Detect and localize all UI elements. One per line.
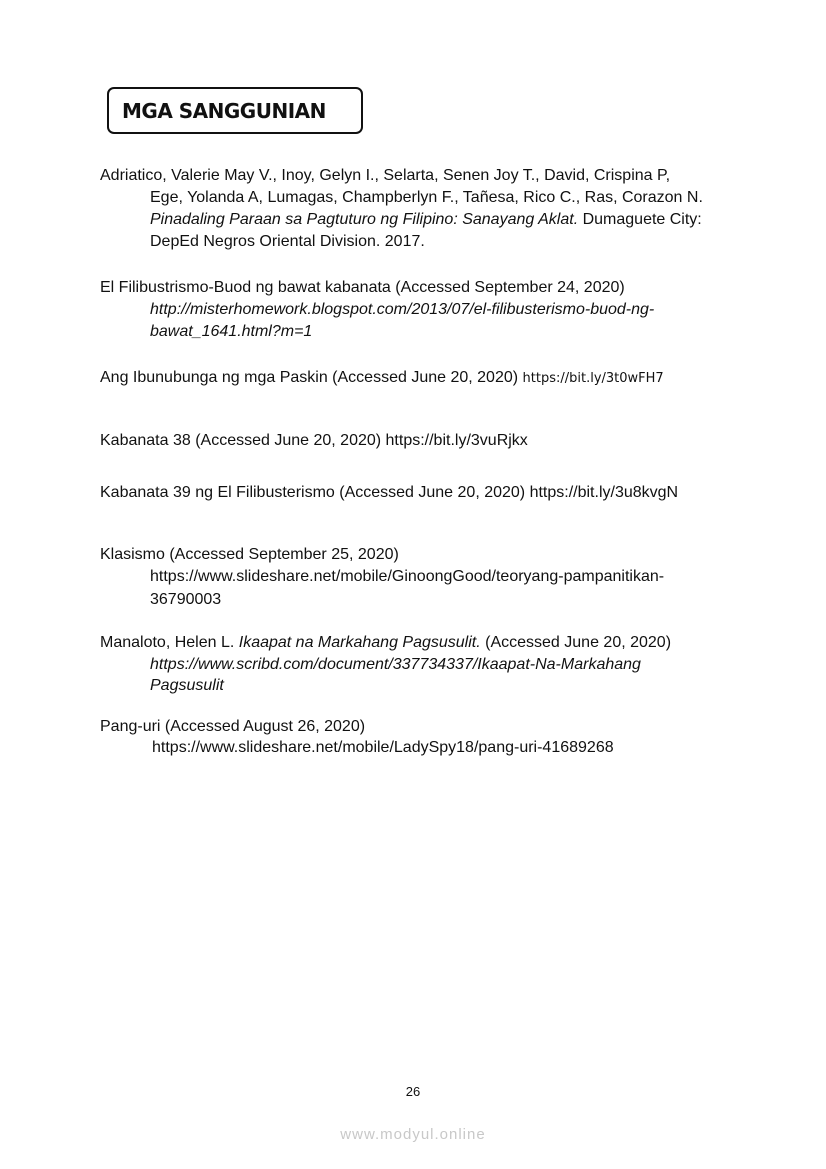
reference-1-title: Pinadaling Paraan sa Pagtuturo ng Filipino: Sanayang Aklat. [150, 211, 579, 228]
reference-2-link-cont[interactable]: bawat_1641.html?m=1 [150, 323, 313, 340]
reference-3 [100, 368, 664, 389]
reference-6-link-cont[interactable]: 36790003 [150, 591, 222, 608]
reference-7-link[interactable]: https://www.scribd.com/document/337734337/Ikaapat-Na-Markahang [150, 656, 641, 673]
reference-1-line-4: DepEd Negros Oriental Division. 2017. [150, 233, 425, 250]
reference-1-line-2: Ege, Yolanda A, Lumagas, Champberlyn F., Tañesa, Rico C., Ras, Corazon N. [150, 189, 703, 206]
reference-3-link[interactable]: https://bit.ly/3t0wFH7 [522, 371, 664, 386]
reference-2-link[interactable]: http://misterhomework.blogspot.com/2013/07/el-filibusterismo-buod-ng- [150, 301, 655, 318]
reference-7-accessed: (Accessed June 20, 2020) [480, 634, 672, 651]
reference-1-publisher: Dumaguete City: [578, 211, 702, 228]
watermark: www.modyul.online [340, 1126, 486, 1143]
reference-7-link-cont[interactable]: Pagsusulit [150, 677, 224, 694]
reference-8-link[interactable]: https://www.slideshare.net/mobile/LadySpy18/pang-uri-41689268 [152, 739, 614, 756]
page-number: 26 [405, 1084, 421, 1099]
reference-2-line-1: El Filibustrismo-Buod ng bawat kabanata (Accessed September 24, 2020) [100, 279, 625, 296]
reference-8-line-1: Pang-uri (Accessed August 26, 2020) [100, 718, 366, 735]
reference-7-author: Manaloto, Helen L. [100, 634, 239, 651]
reference-7-title: Ikaapat na Markahang Pagsusulit. [238, 634, 481, 651]
reference-4: Kabanata 38 (Accessed June 20, 2020) https://bit.ly/3vuRjkx [100, 432, 528, 449]
reference-3-text: Ang Ibunubunga ng mga Paskin (Accessed June 20, 2020) [100, 369, 523, 386]
reference-6-line-1: Klasismo (Accessed September 25, 2020) [100, 546, 399, 563]
reference-1-line-3 [150, 210, 702, 230]
reference-1-line-1: Adriatico, Valerie May V., Inoy, Gelyn I., Selarta, Senen Joy T., David, Crispina P, [100, 167, 671, 184]
page-heading: MGA SANGGUNIAN [122, 99, 326, 123]
heading-box [107, 87, 363, 134]
reference-6-link[interactable]: https://www.slideshare.net/mobile/GinoongGood/teoryang-pampanitikan- [150, 568, 665, 585]
reference-7-line-1 [100, 633, 671, 653]
reference-5: Kabanata 39 ng El Filibusterismo (Accessed June 20, 2020) https://bit.ly/3u8kvgN [100, 484, 679, 501]
